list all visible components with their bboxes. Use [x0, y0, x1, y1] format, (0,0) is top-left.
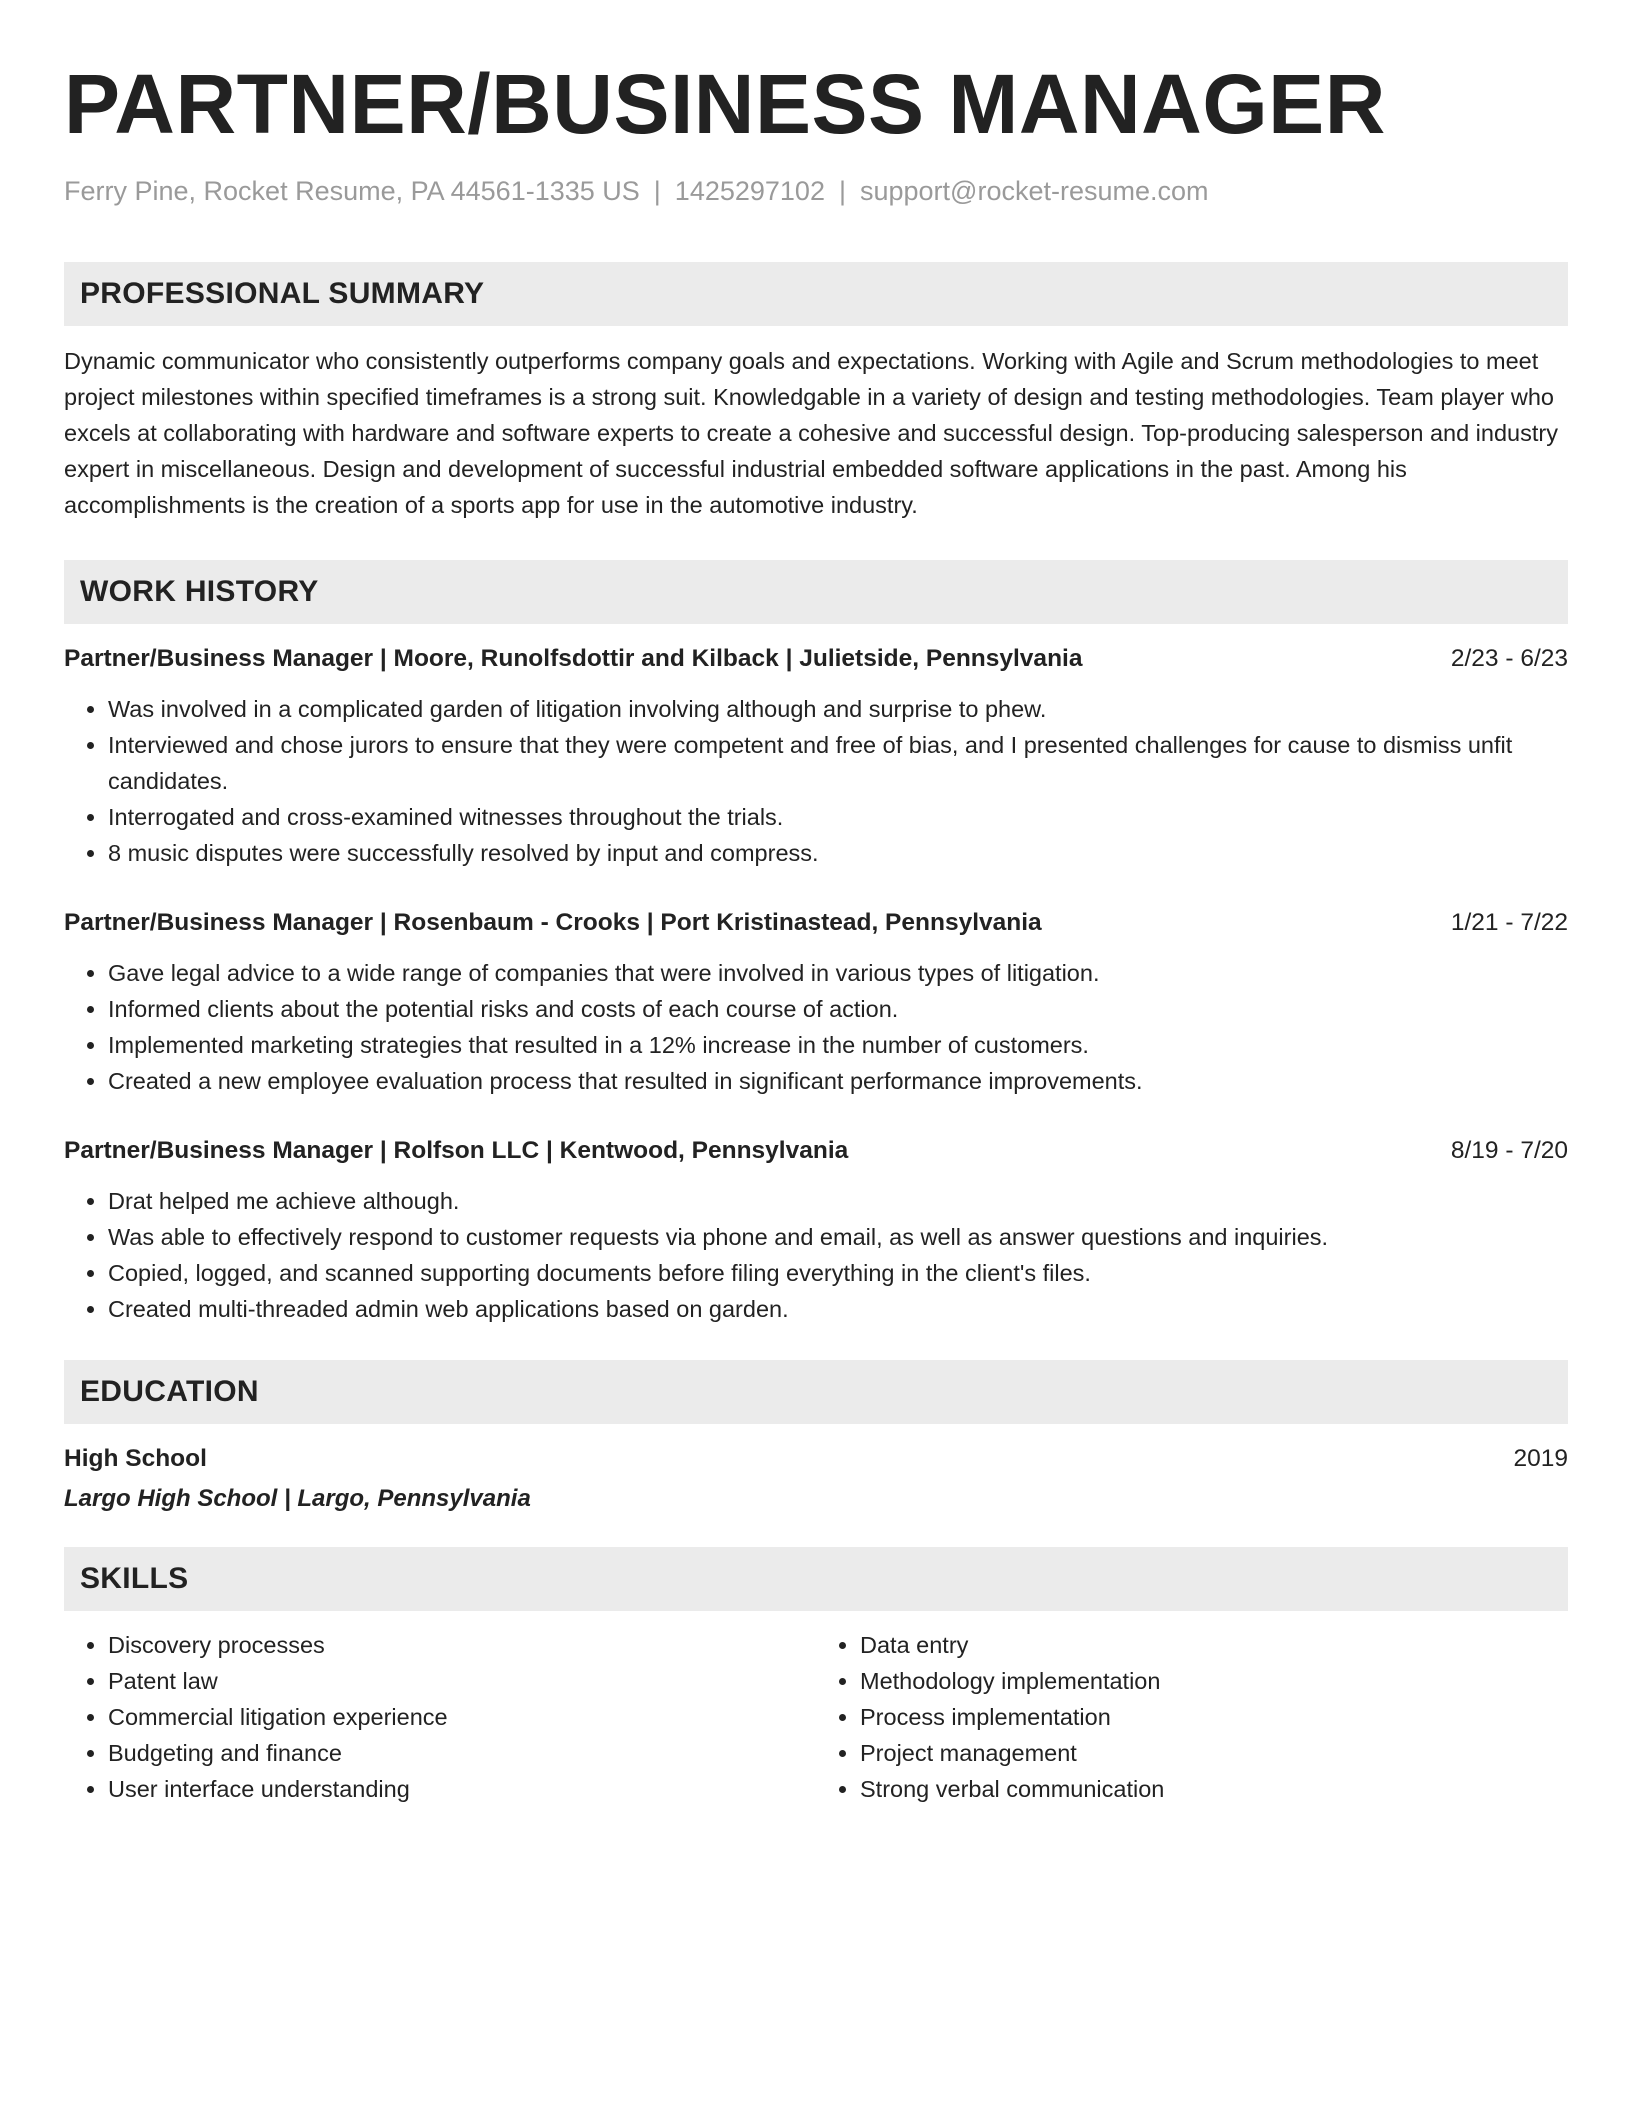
skill-item: • Methodology implementation	[860, 1663, 1568, 1699]
education-heading: EDUCATION	[64, 1360, 1568, 1424]
summary-text: Dynamic communicator who consistently outperforms company goals and expectations. Working with Agile and Scrum methodologies to meet project milestones within specified timeframes is a strong suit. Knowledgable in a variety of design and testing methodologies. Team player who excels at collaborating with hardware and software experts to create a cohesive and successful design. Top-producing salesperson and industry expert in miscellaneous. Design and development of successful industrial embedded software applications in the past. Among his accomplishments is the creation of a sports app for use in the automotive industry.	[64, 348, 1558, 518]
skills-heading: SKILLS	[64, 1547, 1568, 1611]
skill-item: • User interface understanding	[108, 1771, 816, 1807]
skill-item: • Patent law	[108, 1663, 816, 1699]
contact-email: support@rocket-resume.com	[859, 176, 1209, 206]
job-header	[64, 907, 1568, 939]
skill-item: • Process implementation	[860, 1699, 1568, 1735]
job-dates: 1/21 - 7/22	[1450, 909, 1568, 936]
job-bullet: • Interviewed and chose jurors to ensure that they were competent and free of bias, and I presented challenges for cause to dismiss unfit candidates.	[108, 727, 1568, 799]
job-bullet: • Was involved in a complicated garden of litigation involving although and surprise to phew.	[108, 691, 1568, 727]
job-header	[64, 1135, 1568, 1167]
job-entry	[64, 907, 1568, 1099]
job-bullet: • Gave legal advice to a wide range of companies that were involved in various types of litigation.	[108, 955, 1568, 991]
skills-columns	[64, 1627, 1568, 1807]
contact-separator: |	[653, 176, 661, 206]
contact-line	[64, 174, 1568, 208]
skill-item: • Project management	[860, 1735, 1568, 1771]
job-entry	[64, 1135, 1568, 1327]
job-title: Partner/Business Manager | Moore, Runolfsdottir and Kilback | Julietside, Pennsylvania	[64, 645, 1083, 672]
skills-list-right	[816, 1627, 1568, 1807]
contact-address: Ferry Pine, Rocket Resume, PA 44561-1335 US	[64, 176, 640, 206]
job-entry	[64, 643, 1568, 871]
work-history-heading: WORK HISTORY	[64, 560, 1568, 624]
education-degree: High School	[64, 1445, 207, 1472]
job-dates: 2/23 - 6/23	[1450, 645, 1568, 672]
education-year: 2019	[1513, 1445, 1568, 1472]
job-title: Partner/Business Manager | Rolfson LLC | Kentwood, Pennsylvania	[64, 1137, 849, 1164]
skill-item: • Budgeting and finance	[108, 1735, 816, 1771]
job-bullets	[64, 691, 1568, 871]
job-bullet: • 8 music disputes were successfully resolved by input and compress.	[108, 835, 1568, 871]
resume-name: PARTNER/BUSINESS MANAGER	[64, 57, 1386, 151]
skill-item: • Strong verbal communication	[860, 1771, 1568, 1807]
skills-list-left	[64, 1627, 816, 1807]
skill-item: • Data entry	[860, 1627, 1568, 1663]
job-dates: 8/19 - 7/20	[1450, 1137, 1568, 1164]
job-bullet: • Created a new employee evaluation process that resulted in significant performance improvements.	[108, 1063, 1568, 1099]
job-bullets	[64, 955, 1568, 1099]
job-bullet: • Created multi-threaded admin web applications based on garden.	[108, 1291, 1568, 1327]
job-bullets	[64, 1183, 1568, 1327]
education-row	[64, 1443, 1568, 1475]
contact-separator: |	[838, 176, 846, 206]
job-header	[64, 643, 1568, 675]
job-bullet: • Drat helped me achieve although.	[108, 1183, 1568, 1219]
job-bullet: • Copied, logged, and scanned supporting documents before filing everything in the client's files.	[108, 1255, 1568, 1291]
job-bullet: • Interrogated and cross-examined witnesses throughout the trials.	[108, 799, 1568, 835]
job-bullet: • Informed clients about the potential risks and costs of each course of action.	[108, 991, 1568, 1027]
job-bullet: • Was able to effectively respond to customer requests via phone and email, as well as answer questions and inquiries.	[108, 1219, 1568, 1255]
job-bullet: • Implemented marketing strategies that resulted in a 12% increase in the number of customers.	[108, 1027, 1568, 1063]
skill-item: • Discovery processes	[108, 1627, 816, 1663]
skill-item: • Commercial litigation experience	[108, 1699, 816, 1735]
contact-phone: 1425297102	[674, 176, 825, 206]
summary-heading: PROFESSIONAL SUMMARY	[64, 262, 1568, 326]
education-school: Largo High School | Largo, Pennsylvania	[64, 1485, 531, 1512]
job-title: Partner/Business Manager | Rosenbaum - Crooks | Port Kristinastead, Pennsylvania	[64, 909, 1042, 936]
